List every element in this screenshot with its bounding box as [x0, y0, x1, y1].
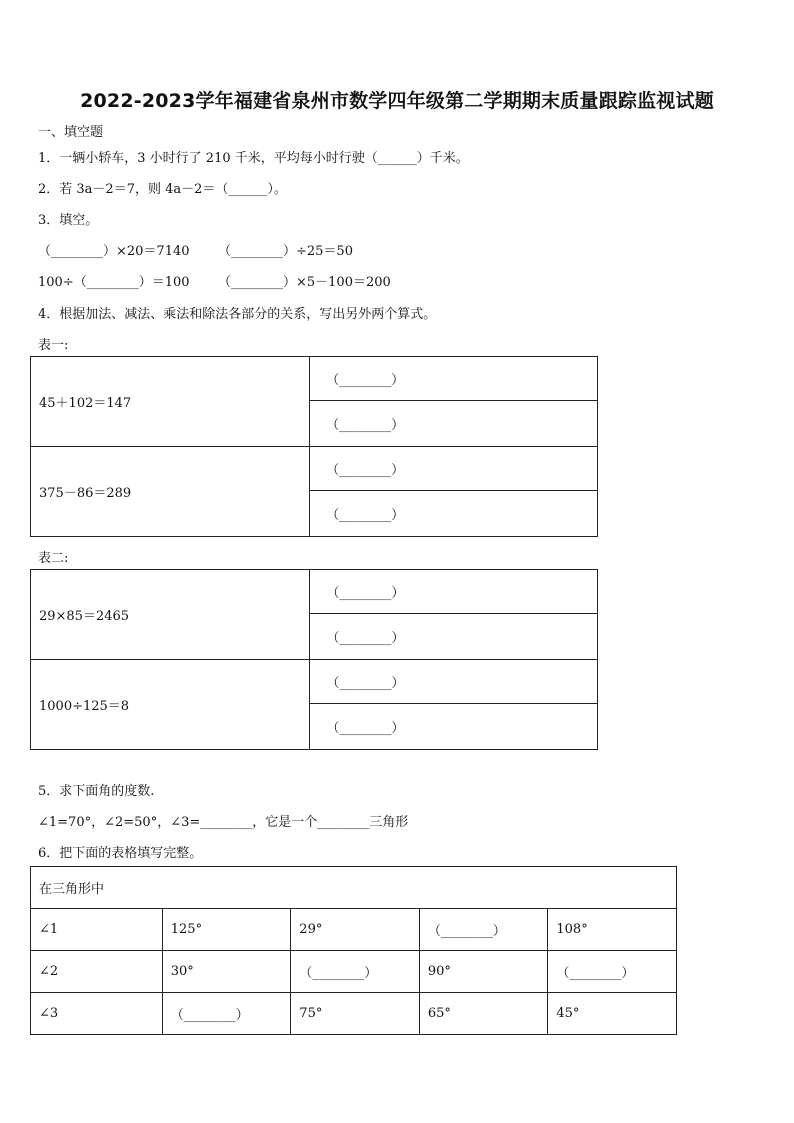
table-cell: 125°: [162, 909, 291, 951]
table-cell: （________）: [548, 951, 677, 993]
table-cell: 65°: [419, 993, 548, 1035]
equation-cell: 1000÷125＝8: [31, 660, 310, 750]
table-cell: 29°: [291, 909, 420, 951]
equation-a: （________）×20＝7140: [38, 244, 190, 259]
angle-label-cell: ∠2: [31, 951, 163, 993]
equation-cell: 29×85＝2465: [31, 570, 310, 660]
answer-blank-cell: （________）: [310, 704, 598, 750]
table2-label: 表二:: [38, 551, 69, 566]
table-3: [30, 866, 677, 1035]
table-row: [31, 909, 677, 951]
question-5-line: ∠1=70°，∠2=50°，∠3=________，它是一个________三角形: [38, 815, 409, 830]
section-heading: 一、填空题: [38, 125, 104, 140]
table-row: [31, 660, 598, 704]
table-cell: （________）: [162, 993, 291, 1035]
equation-c: 100÷（________）＝100: [38, 275, 190, 290]
question-6: 6．把下面的表格填写完整。: [38, 846, 203, 861]
answer-blank-cell: （________）: [310, 570, 598, 614]
angle-label-cell: ∠3: [31, 993, 163, 1035]
equation-cell: 45＋102＝147: [31, 357, 310, 447]
equation-b: （________）÷25＝50: [218, 244, 353, 259]
equation-d: （________）×5－100＝200: [218, 275, 391, 290]
table-1: [30, 356, 598, 537]
table-row: [31, 951, 677, 993]
table-cell: （________）: [291, 951, 420, 993]
table-header-row: [31, 867, 677, 909]
answer-blank-cell: （________）: [310, 357, 598, 401]
question-1: 1．一辆小轿车，3 小时行了 210 千米，平均每小时行驶（______）千米。: [38, 151, 469, 166]
table-row: [31, 570, 598, 614]
table-cell: 45°: [548, 993, 677, 1035]
table-cell: （________）: [419, 909, 548, 951]
answer-blank-cell: （________）: [310, 401, 598, 447]
answer-blank-cell: （________）: [310, 491, 598, 537]
table-2: [30, 569, 598, 750]
table-row: [31, 357, 598, 401]
page-title: 2022-2023学年福建省泉州市数学四年级第二学期期末质量跟踪监视试题: [80, 90, 714, 112]
table-cell: 30°: [162, 951, 291, 993]
table-row: [31, 447, 598, 491]
answer-blank-cell: （________）: [310, 614, 598, 660]
question-3: 3．填空。: [38, 213, 99, 228]
table1-label: 表一:: [38, 338, 69, 353]
question-5: 5．求下面角的度数.: [38, 784, 155, 799]
question-2: 2．若 3a－2＝7，则 4a－2＝（______）。: [38, 182, 287, 197]
table-row: [31, 993, 677, 1035]
answer-blank-cell: （________）: [310, 660, 598, 704]
table-cell: 90°: [419, 951, 548, 993]
table-cell: 108°: [548, 909, 677, 951]
question-4: 4．根据加法、减法、乘法和除法各部分的关系，写出另外两个算式。: [38, 307, 437, 322]
table-cell: 75°: [291, 993, 420, 1035]
table-header-cell: 在三角形中: [31, 867, 677, 909]
equation-cell: 375－86＝289: [31, 447, 310, 537]
answer-blank-cell: （________）: [310, 447, 598, 491]
angle-label-cell: ∠1: [31, 909, 163, 951]
